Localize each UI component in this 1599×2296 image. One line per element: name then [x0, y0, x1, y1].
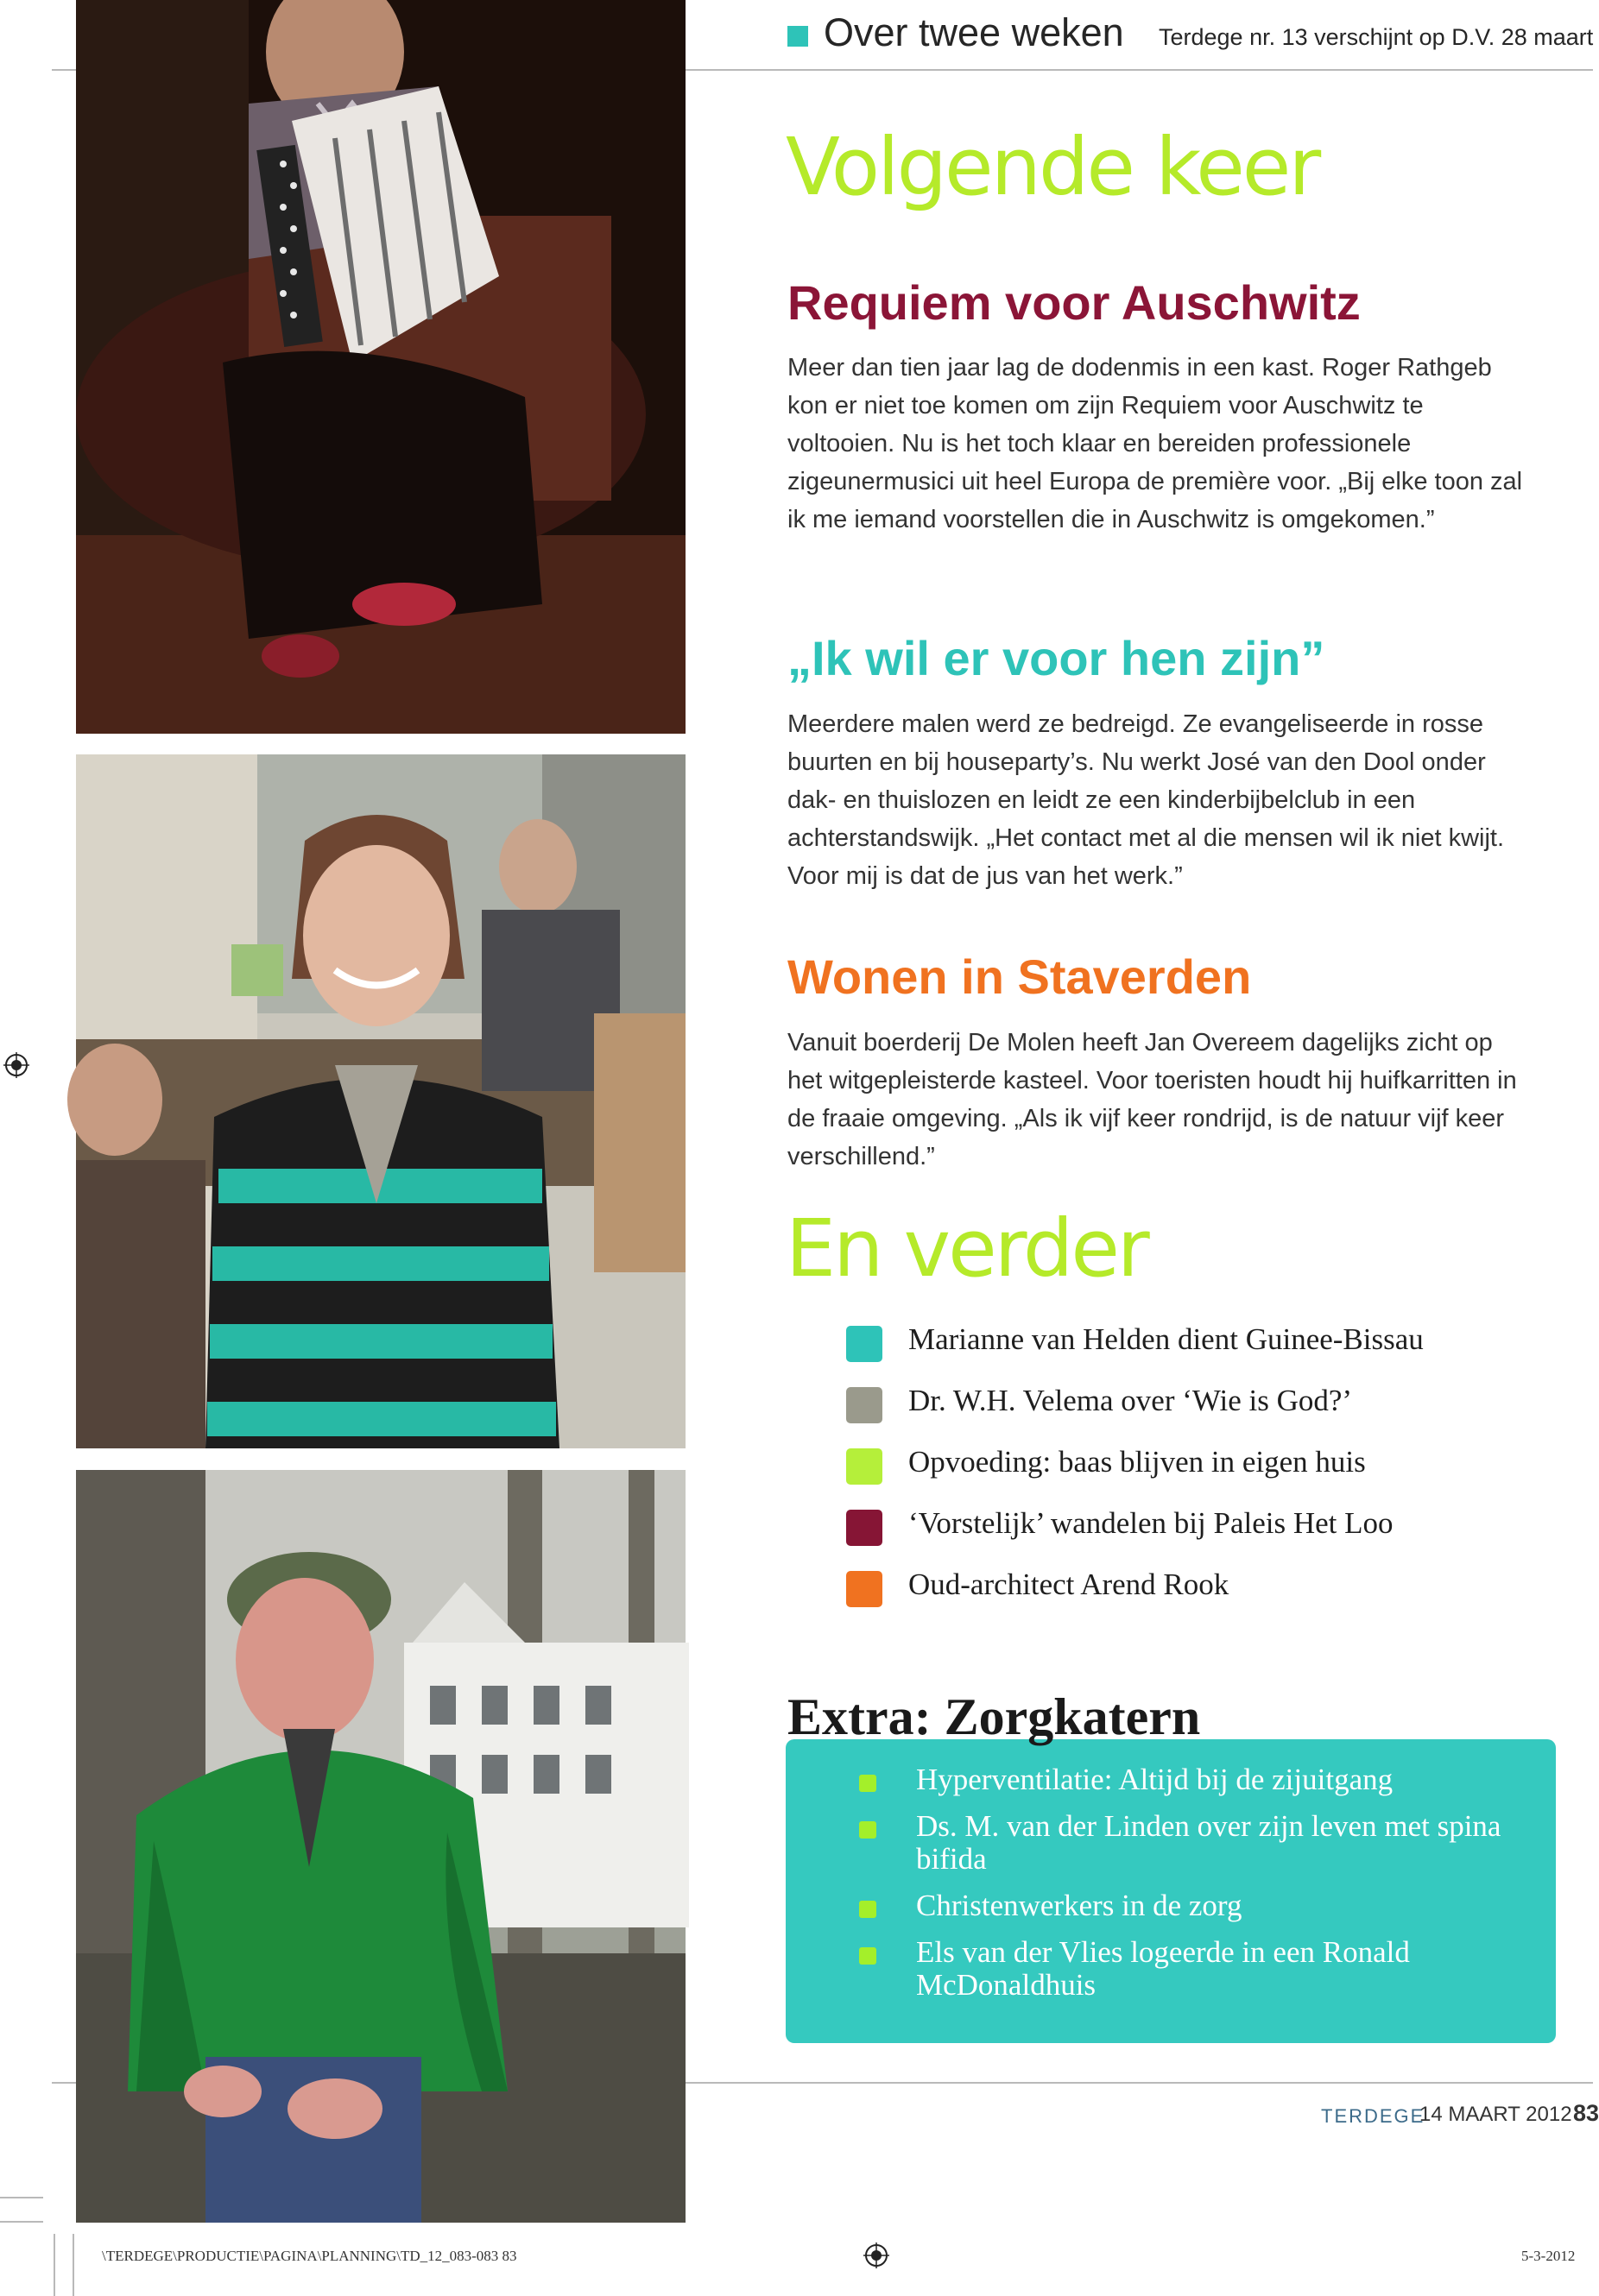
crop-mark: [73, 2234, 74, 2296]
list-item: Els van der Vlies logeerde in een Ronald McDonaldhuis: [859, 1936, 1533, 2002]
bullet-square-icon: [846, 1571, 882, 1607]
header-bullet: [787, 26, 808, 47]
next-time-heading: Volgende keer: [786, 121, 1319, 213]
photo-accordion-player: [76, 0, 686, 734]
photo-woman-smiling: [76, 754, 686, 1448]
header-title: Over twee weken: [824, 10, 1124, 54]
slug-path: \TERDEGE\PRODUCTIE\PAGINA\PLANNING\TD_12_083-083 83: [102, 2248, 517, 2264]
list-item: Ds. M. van der Linden over zijn leven met spina bifida: [859, 1810, 1533, 1876]
bullet-square-icon: [846, 1448, 882, 1485]
bullet-square-icon: [859, 1821, 876, 1839]
article-body-ik-wil: Meerdere malen werd ze bedreigd. Ze evangeliseerde in rosse buurten en bij houseparty’s. Nu werkt José van den Dool onder dak- en thuislozen en leidt ze een kinderbijbelclub in een achterstandswijk. „Het contact met al die mensen wil ik niet kwijt. Voor mij is dat de jus van het werk.”: [787, 710, 1505, 890]
footer-date: 14 MAART 2012: [1419, 2103, 1572, 2126]
crop-mark: [0, 2221, 43, 2223]
bullet-square-icon: [859, 1901, 876, 1918]
further-heading: En verder: [786, 1202, 1147, 1295]
article-body-requiem: Meer dan tien jaar lag de dodenmis in een kast. Roger Rathgeb kon er niet toe komen om zijn Requiem voor Auschwitz te voltooien. Nu is het toch klaar en bereiden professionele zigeunermusici uit heel Europa de première voor. „Bij elke toon zal ik me iemand voorstellen die in Auschwitz is omgekomen.”: [787, 354, 1523, 533]
crop-mark: [0, 2197, 43, 2198]
slug-date: 5-3-2012: [1521, 2248, 1576, 2264]
bullet-square-icon: [846, 1387, 882, 1423]
bullet-square-icon: [846, 1510, 882, 1546]
header-subtitle: Terdege nr. 13 verschijnt op D.V. 28 maart: [1159, 24, 1594, 50]
page-number: 83: [1573, 2100, 1599, 2126]
article-body-staverden: Vanuit boerderij De Molen heeft Jan Overeem dagelijks zicht op het witgepleisterde kasteel. Voor toeristen houdt hij huifkarritten in de fraaie omgeving. „Als ik vijf keer rondrijd, is de natuur vijf keer verschillend.”: [787, 1029, 1517, 1170]
article-title-staverden: Wonen in Staverden: [787, 949, 1252, 1004]
footer-brand: TERDEGE: [1321, 2105, 1425, 2127]
crop-mark: [54, 2234, 55, 2296]
article-title-ik-wil: „Ik wil er voor hen zijn”: [787, 631, 1325, 685]
registration-mark-icon: [863, 2242, 889, 2268]
list-item: Hyperventilatie: Altijd bij de zijuitgang: [859, 1763, 1533, 1796]
extra-list: [859, 1763, 1533, 2015]
photo-man-green-jacket: [76, 1470, 686, 2223]
article-title-requiem: Requiem voor Auschwitz: [787, 275, 1361, 330]
extra-title: Extra: Zorgkatern: [787, 1688, 1201, 1745]
registration-mark-icon: [3, 1052, 29, 1078]
bullet-square-icon: [859, 1947, 876, 1965]
extra-box: [786, 1739, 1556, 2043]
bullet-square-icon: [846, 1326, 882, 1362]
list-item: Christenwerkers in de zorg: [859, 1889, 1533, 1922]
bullet-square-icon: [859, 1775, 876, 1792]
